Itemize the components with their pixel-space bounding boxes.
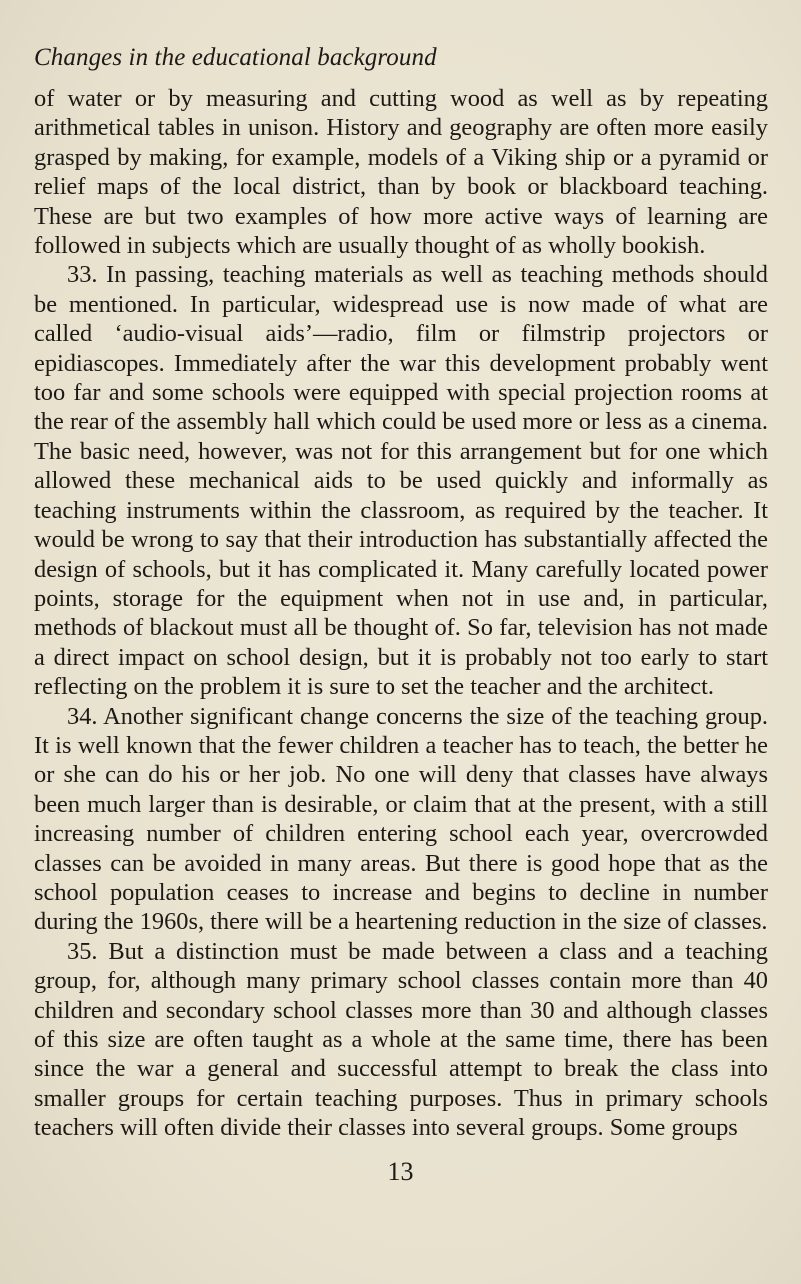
body-text (34, 84, 768, 1143)
paragraph-33: 33. In passing, teaching materials as well as teaching methods should be mentioned. In particular, widespread use is now made of what are called ‘audio-visual aids’—radio, film or filmstrip projectors or epidiascopes. Immediately after the war this development probably went too far and some schools were equipped with special projection rooms at the rear of the assembly hall which could be used more or less as a cinema. The basic need, however, was not for this arrangement but for one which allowed these mechanical aids to be used quickly and informally as teaching instruments within the classroom, as required by the teacher. It would be wrong to say that their introduction has substantially affected the design of schools, but it has complicated it. Many carefully located power points, storage for the equipment when not in use and, in particular, methods of blackout must all be thought of. So far, television has not made a direct impact on school design, but it is probably not too early to start reflecting on the problem it is sure to set the teacher and the architect. (34, 261, 768, 701)
paragraph-continuation: of water or by measuring and cutting wood as well as by repeating arithmetical tables in unison. History and geography are often more easily grasped by making, for example, models of a Viking ship or a pyramid or relief maps of the local district, than by book or blackboard teaching. These are but two examples of how more active ways of learning are followed in subjects which are usually thought of as wholly bookish. (34, 85, 768, 260)
page-number: 13 (387, 1157, 414, 1186)
running-head: Changes in the educational background (34, 44, 437, 71)
paragraph-35: 35. But a distinction must be made between a class and a teaching group, for, although many primary school classes contain more than 40 children and secondary school classes more than 30 and although classes of this size are often taught as a whole at the same time, there has been since the war a general and successful attempt to break the class into smaller groups for certain teaching purposes. Thus in primary schools teachers will often divide their classes into several groups. Some groups (34, 937, 768, 1142)
paragraph-34: 34. Another significant change concerns the size of the teaching group. It is well known that the fewer children a teacher has to teach, the better he or she can do his or her job. No one will deny that classes have always been much larger than is desirable, or claim that at the present, with a still increasing number of children entering school each year, overcrowded classes can be avoided in many areas. But there is good hope that as the school population ceases to increase and begins to decline in number during the 1960s, there will be a heartening reduction in the size of classes. (34, 702, 768, 936)
